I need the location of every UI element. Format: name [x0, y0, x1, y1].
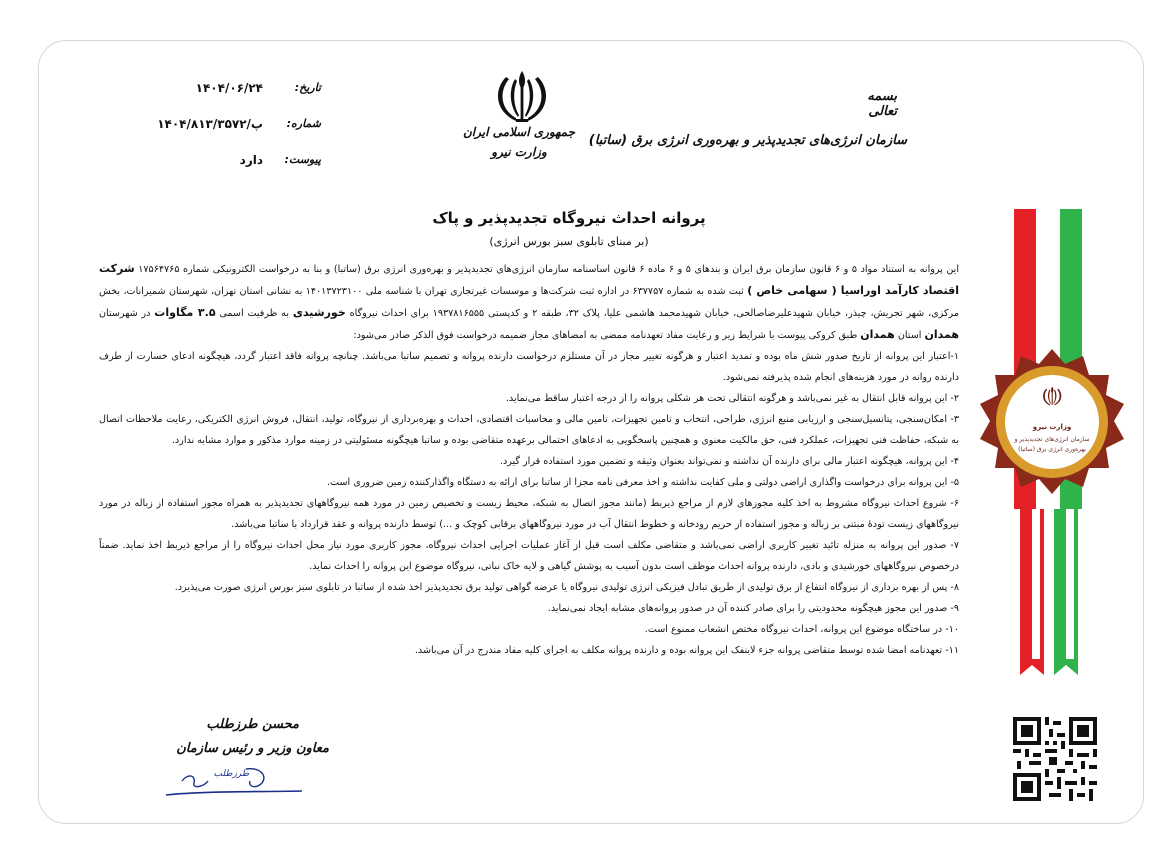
signatory-title: معاون وزیر و رئیس سازمان [176, 741, 329, 756]
seal-text-satba: بهره‌وری انرژی برق (ساتبا) [1018, 446, 1086, 453]
clause-2: ۲- این پروانه قابل انتقال به غیر نمی‌باشد و هرگونه انتقالی تحت هر شکلی پروانه را از درجه اعتبار ساقط می‌نماید. [505, 393, 959, 404]
company-name: شرکت اقتصاد کارآمد اوراسیا ( سهامی خاص ) [99, 262, 960, 297]
plant-city: همدان [924, 328, 959, 341]
date-value: ۱۴۰۴/۰۶/۲۴ [195, 81, 263, 95]
clause-9: ۹- صدور این مجوز هیچگونه محدودیتی را برای صادر کننده آن در صدور پروانه‌های مشابه ایجاد نمی‌نماید. [547, 603, 959, 614]
document-body [99, 258, 959, 661]
clause-11: ۱۱- تعهدنامه امضا شده توسط متقاضی پروانه جزء لاینفک این پروانه بوده و دارنده پروانه مکلف به اجرای کلیه مفاد مندرج در آن می‌باشد. [414, 645, 959, 656]
document-frame [38, 40, 1144, 824]
document-title: پروانه احداث نیروگاه تجدیدپذیر و پاک [432, 209, 706, 227]
clause-10: ۱۰- در ساختگاه موضوع این پروانه، احداث نیروگاه مختص انشعاب ممنوع است. [644, 624, 959, 635]
date-label: تاریخ: [294, 81, 321, 94]
basmala: بسمه تعالی [867, 89, 897, 119]
plant-province: همدان [860, 328, 895, 341]
seal-text-org: سازمان انرژی‌های تجدیدپذیر و [1014, 436, 1090, 443]
clause-6: ۶- شروع احداث نیروگاه مشروط به اخذ کلیه مجوزهای لازم از مراجع ذیربط (مانند مجوز اتصال به شبکه، محیط زیست و تخصیص زمین در مورد همه نیروگاههای تجدیدپذیر به همراه مجوز استفاده از زباله در مورد نیروگاههای زیست تودهٔ مبتنی بر زباله و مجوز استفاده از حریم رودخانه و خطوط انتقال آب در مورد نیروگاههای برقابی کوچک و ...) توسط دارنده پروانه و عقد قرارداد با ساتبا می‌باشد. [99, 498, 959, 530]
clause-1: ۱-اعتبار این پروانه از تاریخ صدور شش ماه بوده و تمدید اعتبار و هرگونه تغییر مجاز در آن مستلزم درخواست دارنده پروانه و تصمیم ساتبا می‌باشد. چنانچه پروانه فاقد اعتبار گردد، هیچگونه ادعای خسارت از طرف دارنده روانه در مورد هزینه‌های انجام شده پذیرفته نمی‌شود. [99, 351, 959, 383]
iran-emblem-icon [482, 67, 562, 125]
attachment-label: پیوست: [284, 153, 321, 166]
handwritten-signature [164, 761, 304, 801]
number-value: ۱۴۰۴/۸۱۳/پ/۳۵۷۲ [157, 117, 263, 131]
signature-text: طرزطلب [213, 769, 249, 779]
document-subtitle: (بر مبنای تابلوی سبز بورس انرژی) [489, 235, 649, 248]
plant-capacity: ۳.۵ مگاوات [154, 306, 216, 319]
intro-paragraph: این پروانه به استناد مواد ۵ و ۶ قانون سازمان برق ایران و بندهای ۵ و ۶ ماده ۶ قانون اساسنامه سازمان انرژی‌های تجدیدپذیر و بهره‌وری انرژی برق (ساتبا) و بنا به درخواست الکترونیکی شماره ۱۷۵۶۴۷۶۵ شرکت اقتصاد کارآمد اوراسیا ( سهامی خاص ) ثبت شده به شماره ۶۳۷۷۵۷ در اداره ثبت شرکت‌ها و موسسات غیرتجاری تهران با شناسه ملی ۱۴۰۱۳۷۲۳۱۰۰ به نشانی استان تهران، شهرستان شمیرانات، بخش مرکزی، شهر تجریش، چیذر، خیابان شهیدعلیرضاصالحی، خیابان شهیدمحمد هاشمی علیا، پلاک ۳۲، طبقه ۲ و کدپستی ۱۹۳۷۸۱۶۵۵۵ برای احداث نیروگاه خورشیدی به ظرفیت اسمی ۳.۵ مگاوات در شهرستان همدان استان همدان طبق کروکی پیوست با شرایط زیر و رعایت مفاد تعهدنامه ممضی به امضاهای مجاز ضمیمه درخواست فوق الذکر صادر می‌شود: [99, 262, 960, 341]
emblem-caption-ministry: وزارت نیرو [491, 145, 547, 159]
organization-name: سازمان انرژی‌های تجدیدپذیر و بهره‌وری انرژی برق (ساتبا) [588, 133, 907, 148]
satba-seal-icon [977, 347, 1127, 497]
qr-code-icon [1013, 717, 1097, 801]
clause-3: ۳- امکان‌سنجی، پتانسیل‌سنجی و ارزیابی منبع انرژی، طراحی، انتخاب و تامین تجهیزات، تامین مالی و محاسبات اقتصادی، احداث و بهره‌برداری از نیروگاه، تولید، انتقال، فروش انرژی الکتریکی، رعایت ملاحظات اتصال به شبکه، حفاظت فنی تجهیزات، عملکرد فنی، حق مالکیت معنوی و همچنین پاسخگویی به ادعاهای احتمالی برعهده متقاضی بوده و ساتبا هیچگونه مسئولیتی در زمینه موارد مذکور و موارد مشابه ندارد. [99, 414, 959, 446]
attachment-value: دارد [239, 153, 263, 167]
signatory-name: محسن طرزطلب [206, 717, 299, 732]
seal-text-ministry: وزارت نیرو [1032, 423, 1072, 431]
clause-5: ۵- این پروانه برای درخواست واگذاری اراضی دولتی و ملی کفایت نداشته و اخذ معرفی نامه مجزا از ساتبا برای ارائه به دستگاه واگذارکننده زمین ضروری است. [326, 477, 959, 488]
clause-7: ۷- صدور این پروانه به منزله تائید تغییر کاربری اراضی نمی‌باشد و متقاضی مکلف است قبل از آغاز عملیات اجرایی احداث نیروگاه، مجوز کاربری مورد نیاز محل احداث نیروگاه را از مراجع ذیربط اخذ نماید. ضمناً درخصوص نیروگاههای خورشیدی و بادی، دارنده پروانه احداث موظف است بدون آسیب به پوشش گیاهی و لایه خاک نباتی، نیروگاه موضوع این پروانه را احداث نماید. [99, 540, 959, 572]
emblem-caption-republic: جمهوری اسلامی ایران [462, 125, 576, 139]
plant-type: خورشیدی [292, 306, 346, 319]
clause-4: ۴- این پروانه، هیچگونه اعتبار مالی برای دارنده آن نداشته و نمی‌تواند بعنوان وثیقه و تضمین مورد استفاده قرار گیرد. [499, 456, 959, 467]
clause-8: ۸- پس از بهره برداری از نیروگاه انتفاع از برق تولیدی از طریق تبادل فیزیکی انرژی تولیدی نیروگاه یا عرضه گواهی تولید برق تجدیدپذیر اخذ شده از ساتبا در تابلوی سبز بورس انرژی صورت می‌پذیرد. [174, 582, 959, 593]
number-label: شماره: [286, 117, 321, 130]
